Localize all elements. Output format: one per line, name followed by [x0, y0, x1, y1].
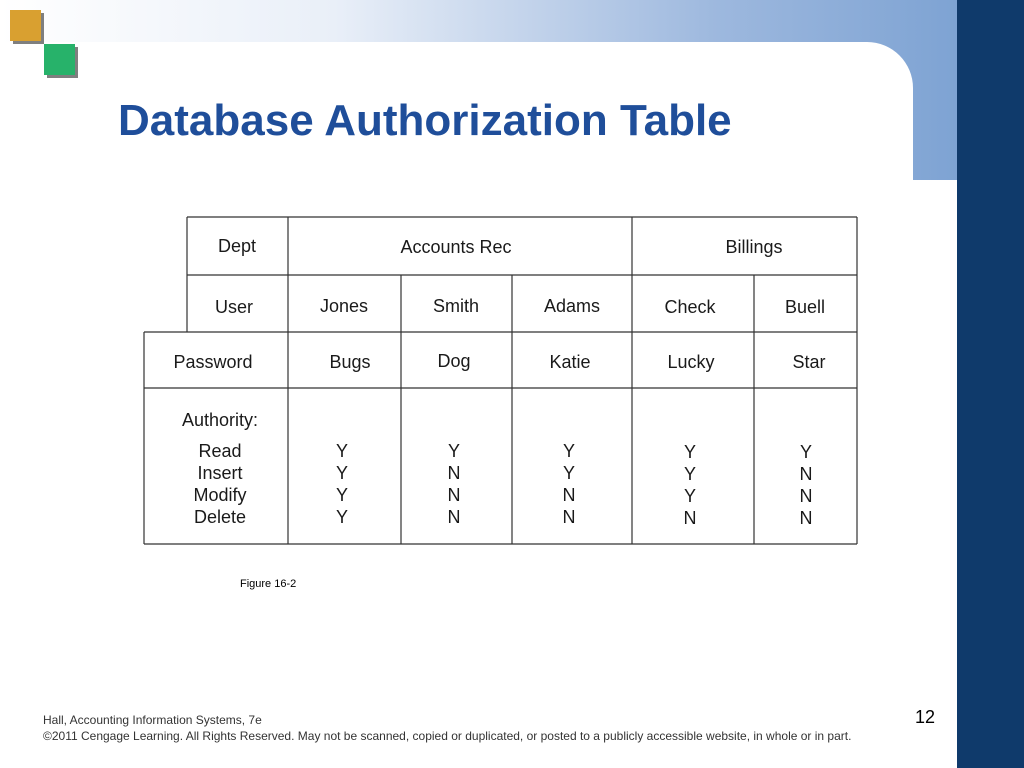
modify-label: Modify — [193, 485, 247, 505]
insert-cell: N — [799, 464, 813, 484]
delete-cell: N — [799, 508, 813, 528]
password-cell: Katie — [549, 352, 591, 372]
delete-cell: Y — [335, 507, 349, 527]
insert-cell: N — [447, 463, 461, 483]
password-label: Password — [173, 352, 253, 372]
modify-cell: Y — [683, 486, 697, 506]
delete-label: Delete — [193, 507, 247, 527]
delete-cell: N — [683, 508, 697, 528]
modify-cell: N — [447, 485, 461, 505]
user-cell: Jones — [319, 296, 369, 316]
page-number: 12 — [915, 707, 936, 727]
password-cell: Bugs — [329, 352, 371, 372]
user-cell: Smith — [432, 296, 480, 316]
read-label: Read — [198, 441, 242, 461]
modify-cell: Y — [335, 485, 349, 505]
insert-cell: Y — [562, 463, 576, 483]
user-cell: Check — [664, 297, 716, 317]
user-label: User — [214, 297, 254, 317]
delete-cell: N — [447, 507, 461, 527]
read-cell: Y — [683, 442, 697, 462]
dept-accounts-rec: Accounts Rec — [400, 237, 512, 257]
modify-cell: N — [562, 485, 576, 505]
read-cell: Y — [562, 441, 576, 461]
insert-cell: Y — [683, 464, 697, 484]
user-cell: Adams — [543, 296, 601, 316]
read-cell: Y — [799, 442, 813, 462]
slide-title: Database Authorization Table — [118, 96, 732, 145]
footer-copyright: ©2011 Cengage Learning. All Rights Reserved. May not be scanned, copied or duplicated, or posted to a publicly accessible website, in whole or in part. — [43, 729, 852, 743]
password-cell: Dog — [437, 351, 471, 371]
insert-label: Insert — [197, 463, 243, 483]
authority-label: Authority: — [181, 410, 259, 430]
insert-cell: Y — [335, 463, 349, 483]
password-cell: Star — [792, 352, 826, 372]
read-cell: Y — [447, 441, 461, 461]
read-cell: Y — [335, 441, 349, 461]
password-cell: Lucky — [667, 352, 715, 372]
modify-cell: N — [799, 486, 813, 506]
footer-book-title: Hall, Accounting Information Systems, 7e — [43, 713, 262, 727]
delete-cell: N — [562, 507, 576, 527]
figure-caption: Figure 16-2 — [240, 578, 297, 590]
dept-label: Dept — [217, 236, 257, 256]
user-cell: Buell — [784, 297, 826, 317]
dept-billings: Billings — [725, 237, 783, 257]
